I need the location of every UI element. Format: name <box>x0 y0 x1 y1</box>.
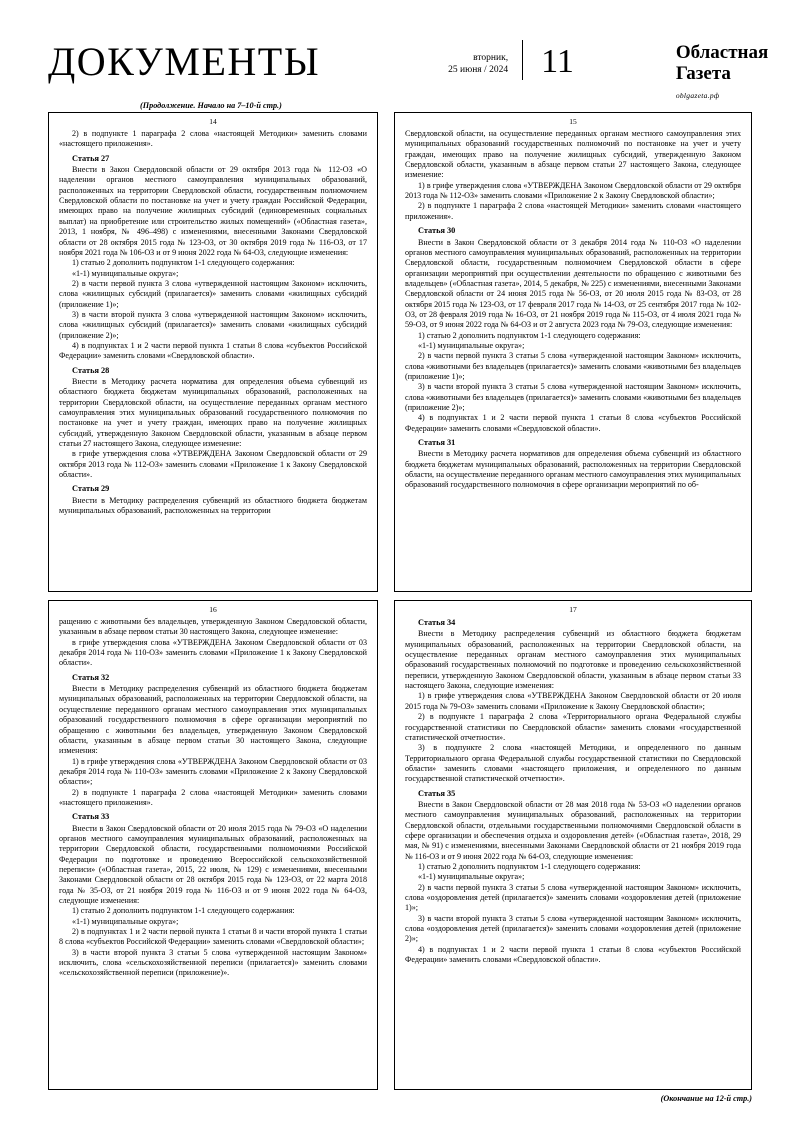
article-heading: Статья 27 <box>72 153 110 163</box>
issue-date-value: 25 июня / 2024 <box>448 65 509 75</box>
continuation-note: (Продолжение. Начало на 7–10-й стр.) <box>140 101 282 110</box>
paragraph: 4) в подпунктах 1 и 2 части первой пункта 1 статьи 8 слова «субъектов Российской Федерации» заменить словами «Свердловской области». <box>59 340 367 361</box>
paragraph: Свердловской области, на осуществление переданных органам местного самоуправления этих муниципальных образований государственных полномочий по постановке на учет и учету граждан, имеющих право на получение жилищных субсидий, утвержденную Законом Свердловской области, указанным в абзаце первом статьи 27 настоящего Закона, следующее изменение: <box>405 129 741 180</box>
issue-weekday: вторник, <box>473 53 509 63</box>
paragraph: 2) в части первой пункта 3 статьи 5 слова «утвержденной настоящим Законом» исключить, слова «животными без владельцев (прилагается)» заменить словами «животными без владельцев (приложение 1)»; <box>405 351 742 381</box>
paragraph: 2) в подпунктах 1 и 2 части первой пункта 1 статьи 8 и части второй пункта 1 статьи 8 слова «субъектов Российской Федерации» заменить словами «Свердловской области»; <box>59 927 367 947</box>
column-page-label: 16 <box>209 605 217 614</box>
column-box-17 <box>394 600 752 1090</box>
column-page-label: 17 <box>569 605 577 614</box>
brand-line-2: Газета <box>675 63 731 84</box>
column-box-16 <box>48 600 378 1090</box>
masthead <box>48 39 769 100</box>
column-body-15 <box>395 129 751 497</box>
column-body-16 <box>49 617 377 985</box>
column-box-15 <box>394 112 752 592</box>
page-title: ДОКУМЕНТЫ <box>48 39 321 84</box>
paragraph: 2) в подпункте 1 параграфа 2 слова «настоящей Методики» заменить словами «настоящего приложения». <box>405 201 741 221</box>
article-heading: Статья 33 <box>72 812 110 822</box>
article-heading: Статья 31 <box>418 438 456 448</box>
end-note: (Окончание на 12-й стр.) <box>660 1094 752 1103</box>
brand-website: oblgazeta.рф <box>675 91 720 100</box>
paragraph: 1) статью 2 дополнить подпунктом 1-1 следующего содержания: <box>72 258 295 268</box>
paragraph: 1) в грифе утверждения слова «УТВЕРЖДЕНА Законом Свердловской области от 29 октября 2013 года № 112-ОЗ» заменить словами «Приложение 2 к Закону Свердловской области»; <box>405 180 741 201</box>
paragraph: Внести в Методику распределения субвенций из областного бюджета бюджетам муниципальных образований, расположенных на территории Свердловской области, на осуществление переданных органам местного самоуправления этих муниципальных образований государственных полномочий по подготовке и проведению сельскохозяйственной переписи, утвержденную Законом Свердловской области, указанным в абзаце первом статьи 33 настоящего Закона, следующие изменения: <box>405 629 741 691</box>
brand-line-1: Областная <box>675 42 769 63</box>
article-heading: Статья 30 <box>418 226 456 236</box>
paragraph: 3) в части второй пункта 3 статьи 5 слова «утвержденной настоящим Законом» исключить, слова «сельскохозяйственной переписи (прилагается)» заменить словами «сельскохозяйственной переписи (приложение)». <box>59 947 367 978</box>
paragraph: 1) в грифе утверждения слова «УТВЕРЖДЕНА Законом Свердловской области от 20 июля 2015 года № 79-ОЗ» заменить словами «Приложение к Закону Свердловской области»; <box>405 691 741 711</box>
paragraph: 1) статью 2 дополнить подпунктом 1-1 следующего содержания: <box>418 862 641 872</box>
paragraph: 2) в части первой пункта 3 статьи 5 слова «утвержденной настоящим Законом» исключить, слова «оздоровления детей (прилагается)» заменить словами «оздоровления детей (приложение 1)»; <box>405 882 741 913</box>
paragraph: 3) в части второй пункта 3 статьи 5 слова «утвержденной настоящим Законом» исключить, слова «оздоровления детей (прилагается)» заменить словами «оздоровления детей (приложение 2)»; <box>405 913 741 944</box>
paragraph: 4) в подпунктах 1 и 2 части первой пункта 1 статьи 8 слова «субъектов Российской Федерации» заменить словами «Свердловской области». <box>405 944 741 965</box>
paragraph: 2) в подпункте 1 параграфа 2 слова «настоящей Методики» заменить словами «настоящего приложения». <box>59 129 367 149</box>
paragraph: 3) в подпункте 2 слова «настоящей Методики, и определенного по данным Территориального органа Федеральной службы государственной статистики по Свердловской области» заменить словами «настоящего приложения, и определенного по данным государственной статистической отчетности». <box>405 743 741 784</box>
paragraph: 1) статью 2 дополнить подпунктом 1-1 следующего содержания: <box>418 330 641 340</box>
paragraph: Внести в Методику расчета нормативов для определения объема субвенций из областного бюджета бюджетам муниципальных образований, расположенных на территории Свердловской области, на осуществление переданного органам местного самоуправления этих муниципальных образований государственного полномочия в сфере организации мероприятий по об- <box>405 449 741 490</box>
article-heading: Статья 28 <box>72 365 110 375</box>
masthead-center <box>412 40 580 80</box>
paragraph: 3) в части второй пункта 3 слова «утвержденной настоящим Законом» исключить, слова «жилищных субсидий (прилагается)» заменить словами «жилищных субсидий (приложение 2)»; <box>59 309 367 340</box>
paragraph: «1-1) муниципальные округа»; <box>418 340 525 350</box>
paragraph: 4) в подпунктах 1 и 2 части первой пункта 1 статьи 8 слова «субъектов Российской Федерации» заменить словами «Свердловской области». <box>405 413 741 433</box>
paragraph: «1-1) муниципальные округа»; <box>72 916 179 926</box>
paragraph: 1) статью 2 дополнить подпунктом 1-1 следующего содержания: <box>72 906 295 916</box>
paragraph: 1) в грифе утверждения слова «УТВЕРЖДЕНА Законом Свердловской области от 03 декабря 2014 года № 110-ОЗ» заменить словами «Приложение 2 к Закону Свердловской области»; <box>59 756 367 787</box>
paragraph: Внести в Закон Свердловской области от 28 мая 2018 года № 53-ОЗ «О наделении органов местного самоуправления муниципальных образований, расположенных на территории Свердловской области, отдельными государственными полномочиями Свердловской области в сфере организации и обеспечения отдыха и оздоровления детей» («Областная газета», 2018, 29 мая, № 91) с изменениями, внесенными Законами Свердловской области от 21 ноября 2019 года № 116-ОЗ и от 9 июня 2022 года № 64-ОЗ, следующие изменения: <box>405 799 741 861</box>
paragraph: «1-1) муниципальные округа»; <box>418 872 525 882</box>
issue-date <box>412 40 508 76</box>
article-heading: Статья 35 <box>418 788 456 798</box>
paragraph: Внести в Закон Свердловской области от 29 октября 2013 года № 112-ОЗ «О наделении органов местного самоуправления муниципальных образований, расположенных на территории Свердловской области, государственным полномочием Свердловской области по постановке на учет и учету граждан Российской Федерации, имеющих право на получение жилищных субсидий (единовременных социальных выплат) на приобретение или строительство жилых помещений» («Областная газета», 2013, 1 ноября, № 496–498) с изменениями, внесенными Законами Свердловской области от 28 октября 2015 года № 123-ОЗ, от 30 октября 2019 года № 116-ОЗ, от 17 ноября 2021 года № 106-ОЗ и от 9 июня 2022 года № 64-ОЗ, следующие изменения: <box>59 165 367 257</box>
column-body-17 <box>395 618 751 971</box>
paragraph: ращению с животными без владельцев, утвержденную Законом Свердловской области, указанным в абзаце первом статьи 30 настоящего Закона, следующее изменение: <box>59 617 367 637</box>
paragraph: 2) в подпункте 1 параграфа 2 слова «Территориального органа Федеральной службы государственной статистики по Свердловской области» заменить словами «государственной статистической отчетности». <box>405 712 741 742</box>
paragraph: 2) в подпункте 1 параграфа 2 слова «настоящей Методики» заменить словами «настоящего приложения». <box>59 787 367 807</box>
paragraph: Внести в Методику расчета норматива для определения объема субвенций из областного бюджета бюджетам муниципальных образований, расположенных на территории Свердловской области, на осуществление переданных органам местного самоуправления этих муниципальных образований государственного полномочия по постановке на учет и учету граждан, имеющих право на получение жилищных субсидий, утвержденную Законом Свердловской области, указанным в абзаце первом статьи 27 настоящего Закона, следующее изменение: <box>59 377 367 449</box>
column-body-14 <box>49 129 377 523</box>
paragraph: «1-1) муниципальные округа»; <box>72 268 179 278</box>
page-number: 11 <box>522 40 580 80</box>
paragraph: Внести в Методику распределения субвенций из областного бюджета бюджетам муниципальных образований, расположенных на территории <box>59 495 367 516</box>
column-page-label: 15 <box>569 117 577 126</box>
article-heading: Статья 32 <box>72 672 110 682</box>
article-heading: Статья 29 <box>72 484 110 494</box>
paragraph: Внести в Закон Свердловской области от 3 декабря 2014 года № 110-ОЗ «О наделении органов местного самоуправления муниципальных образований, расположенных на территории Свердловской области, государственным полномочием Свердловской области в сфере организации мероприятий при осуществлении деятельности по обращению с животными без владельцев» («Областная газета», 2014, 5 декабря, № 225) с изменениями, внесенными Законами Свердловской области от 24 июня 2015 года № 56-ОЗ, от 20 июля 2015 года № 83-ОЗ, от 28 октября 2015 года № 123-ОЗ, от 17 февраля 2017 года № 14-ОЗ, от 25 сентября 2017 года № 102-ОЗ, от 28 февраля 2019 года № 16-ОЗ, от 21 ноября 2019 года № 115-ОЗ, от 4 июля 2021 года № 59-ОЗ, от 9 июня 2022 года № 64-ОЗ и от 2 августа 2023 года № 79-ОЗ, следующие изменения: <box>405 237 741 330</box>
paragraph: 3) в части второй пункта 3 статьи 5 слова «утвержденной настоящим Законом» исключить, слова «животными без владельцев (прилагается)» заменить словами «животными без владельцев (приложение 2)»; <box>405 382 742 412</box>
column-box-14 <box>48 112 378 592</box>
paragraph: в грифе утверждения слова «УТВЕРЖДЕНА Законом Свердловской области от 29 октября 2013 года № 112-ОЗ» заменить словами «Приложение 1 к Закону Свердловской области». <box>59 449 367 480</box>
paragraph: в грифе утверждения слова «УТВЕРЖДЕНА Законом Свердловской области от 03 декабря 2014 года № 110-ОЗ» заменить словами «Приложение 1 к Закону Свердловской области». <box>59 637 367 668</box>
article-heading: Статья 34 <box>418 618 456 627</box>
paragraph: Внести в Методику распределения субвенций из областного бюджета бюджетам муниципальных образований, расположенных на территории Свердловской области, на осуществление переданного органам местного самоуправления этих муниципальных образований государственного полномочия в сфере организации мероприятий по обращению с животными без владельцев, утвержденную Законом Свердловской области, указанным в абзаце первом статьи 30 настоящего Закона, следующие изменения: <box>59 684 367 756</box>
paragraph: 2) в части первой пункта 3 слова «утвержденной настоящим Законом» исключить, слова «жилищных субсидий (прилагается)» заменить словами «жилищных субсидий (приложение 1)»; <box>59 278 367 309</box>
brand-logo <box>676 40 768 106</box>
column-page-label: 14 <box>209 117 217 126</box>
paragraph: Внести в Закон Свердловской области от 20 июля 2015 года № 79-ОЗ «О наделении органов местного самоуправления муниципальных образований, расположенных на территории Свердловской области, государственными полномочиями Российской Федерации по подготовке и проведению Всероссийской сельскохозяйственной переписи» («Областная газета», 2015, 22 июля, № 129) с изменениями, внесенными Законами Свердловской области от 28 октября 2015 года № 123-ОЗ, от 22 марта 2018 года № 35-ОЗ, от 21 ноября 2019 года № 116-ОЗ и от 9 июня 2022 года № 64-ОЗ, следующие изменения: <box>59 823 367 906</box>
